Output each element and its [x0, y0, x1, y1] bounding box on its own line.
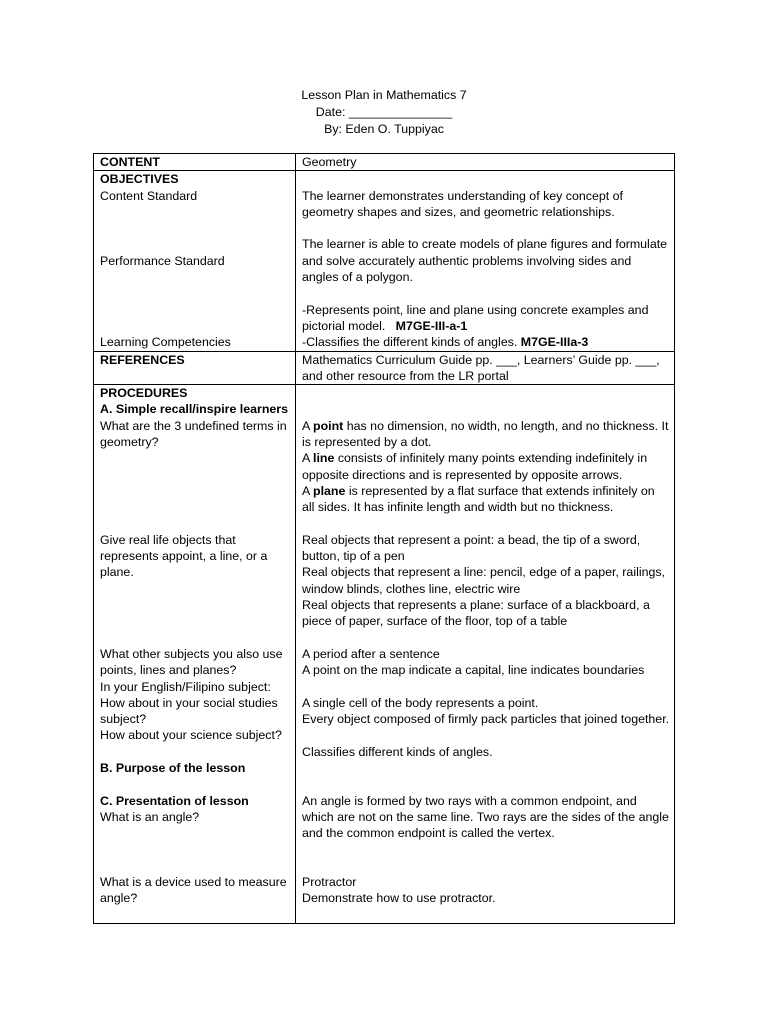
question-angle: What is an angle? [100, 809, 200, 824]
competency-2: -Classifies the different kinds of angles. M7GE-IIIa-3 [302, 335, 589, 350]
answer-point: A point has no dimension, no width, no length, and no thickness. It is represented by a dot. [302, 418, 669, 450]
competency-code-1: M7GE-III-a-1 [395, 318, 468, 333]
answer-science-2: Every object composed of firmly pack particles that joined together. [302, 712, 670, 727]
answer-device-1: Protractor [302, 875, 357, 890]
question-device: What is a device used to measure angle? [100, 875, 287, 906]
section-c-heading: C. Presentation of lesson [100, 793, 249, 808]
question-undefined-terms: What are the 3 undefined terms in geometry? [100, 418, 287, 450]
section-a-heading: A. Simple recall/inspire learners [100, 402, 289, 417]
question-english: In your English/Filipino subject: [100, 679, 271, 694]
question-other-subjects: What other subjects you also use points, lines and planes? [100, 646, 283, 678]
answer-real-point: Real objects that represent a point: a bead, the tip of a sword, button, tip of a pen [302, 532, 641, 564]
references-label: REFERENCES [100, 352, 185, 367]
competency-1: -Represents point, line and plane using concrete examples and pictorial model. M7GE-III-a-1 [302, 302, 649, 333]
content-standard-label: Content Standard [100, 188, 198, 203]
references-label-cell [94, 351, 296, 385]
content-label-cell [94, 154, 296, 171]
procedures-heading: PROCEDURES [100, 386, 188, 401]
references-text: Mathematics Curriculum Guide pp. ___, Learners’ Guide pp. ___, and other resource from the LR portal [302, 352, 660, 383]
document-header [0, 87, 768, 138]
answer-social-studies: A point on the map indicate a capital, line indicates boundaries [302, 663, 645, 678]
performance-standard-text: The learner is able to create models of plane figures and formulate and solve accurately authentic problems involving sides and angles of a polygon. [302, 237, 668, 285]
competency-code-2: M7GE-IIIa-3 [520, 335, 589, 350]
question-science: How about your science subject? [100, 728, 282, 743]
content-value-cell [296, 154, 675, 171]
lesson-title: Lesson Plan in Mathematics 7 [301, 88, 467, 102]
content-label: CONTENT [100, 155, 160, 169]
date-line: Date: _______________ [315, 105, 453, 119]
answer-device-2: Demonstrate how to use protractor. [302, 891, 496, 906]
objectives-value-cell [296, 171, 675, 351]
objectives-heading: OBJECTIVES [100, 172, 179, 187]
learning-competencies-label: Learning Competencies [100, 335, 231, 350]
procedures-value-cell [296, 385, 675, 924]
answer-purpose: Classifies different kinds of angles. [302, 744, 493, 759]
objectives-label-cell [94, 171, 296, 351]
question-real-life: Give real life objects that represents appoint, a line, or a plane. [100, 532, 268, 580]
references-row [94, 351, 675, 385]
references-value-cell [296, 351, 675, 385]
content-value: Geometry [302, 155, 357, 169]
content-row [94, 154, 675, 171]
performance-standard-label: Performance Standard [100, 253, 225, 268]
answer-science-1: A single cell of the body represents a point. [302, 695, 539, 710]
procedures-row [94, 385, 675, 924]
answer-plane: A plane is represented by a flat surface that extends infinitely on all sides. It has infinite length and width but no thickness. [302, 483, 655, 515]
answer-real-plane: Real objects that represents a plane: surface of a blackboard, a piece of paper, surface of the floor, top of a table [302, 598, 650, 629]
answer-angle: An angle is formed by two rays with a common endpoint, and which are not on the same line. Two rays are the sides of the angle and the common endpoint is called the vertex. [302, 793, 669, 841]
answer-english: A period after a sentence [302, 646, 440, 661]
section-b-heading: B. Purpose of the lesson [100, 761, 246, 775]
procedures-label-cell [94, 385, 296, 924]
question-social-studies: How about in your social studies subject? [100, 695, 278, 727]
answer-real-line: Real objects that represent a line: pencil, edge of a paper, railings, window blinds, clothes line, electric wire [302, 565, 665, 596]
objectives-row [94, 171, 675, 351]
answer-line: A line consists of infinitely many points extending indefinitely in opposite directions and is represented by opposite arrows. [302, 451, 648, 482]
content-standard-text: The learner demonstrates understanding of key concept of geometry shapes and sizes, and geometric relationships. [302, 188, 623, 219]
lesson-plan-table [93, 153, 675, 924]
author-line: By: Eden O. Tuppiyac [324, 122, 444, 136]
